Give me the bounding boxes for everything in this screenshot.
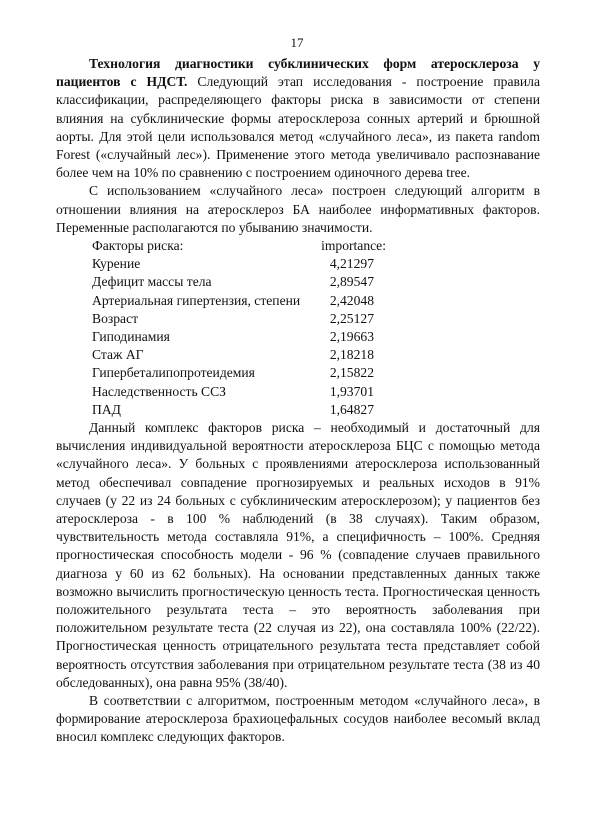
table-header-row	[92, 237, 540, 255]
paragraph-technology-body: Следующий этап исследования - построение правила классификации, распределяющего факторы риска в зависимости от степени влияния на субклинические формы атеросклероза сонных артерий и брюшной аорты. Для этой цели использовался метод «случайного леса», из пакета random Forest («случайный лес»). Применение этого метода увеличивало распознавание более чем на 10% по сравнению с построением одиночного дерева tree.	[56, 74, 540, 181]
risk-factor-name: Дефицит массы тела	[92, 274, 212, 290]
risk-factor-name: ПАД	[92, 401, 121, 417]
risk-factor-name: Курение	[92, 256, 141, 272]
importance-value: 2,19663	[329, 328, 374, 344]
risk-factor-name: Артериальная гипертензия, степени	[92, 292, 301, 308]
importance-value: 2,89547	[329, 274, 374, 290]
importance-value: 2,18218	[329, 347, 374, 363]
paragraph-results: Данный комплекс факторов риска – необходимый и достаточный для вычисления индивидуальной вероятности атеросклероза БЦС с помощью метода «случайного леса». У больных с проявлениями атеросклероза использованный метод обеспечивал совпадение прогнозируемых и реальных исходов в 91% случаев (у 22 из 24 больных с субклиническим атеросклерозом); у пациентов без атеросклероза - в 100 % наблюдений (в 38 случаях). Таким образом, чувствительность метода составляла 91%, а специфичность – 100%. Средняя прогностическая способность модели - 96 % (совпадение случаев правильного диагноза у 60 из 62 больных). На основании представленных данных также возможно вычислить прогностическую ценность теста. Прогностическая ценность положительного результата теста – это вероятность заболевания при положительном результате теста (22 случая из 22), она составляла 100% (22/22). Прогностическая ценность отрицательного результата теста представляет собой вероятность отсутствия заболевания при отрицательном результате теста (38 из 40 обследованных), она равна 95% (38/40).	[56, 419, 540, 690]
importance-value: 1,93701	[329, 383, 374, 399]
table-row	[92, 310, 540, 328]
table-header-factor: Факторы риска:	[92, 238, 184, 254]
table-row	[92, 328, 540, 346]
paragraph-random-forest: С использованием «случайного леса» построен следующий алгоритм в отношении влияния на атеросклероз БА наиболее информативных факторов. Переменные располагаются по убыванию значимости.	[56, 183, 540, 235]
page-content	[56, 55, 540, 747]
table-row	[92, 292, 540, 310]
risk-factor-name: Гиподинамия	[92, 328, 170, 344]
table-rows	[92, 255, 540, 419]
section-title: Технология диагностики субклинических форм атеросклероза у пациентов с НДСТ.	[56, 56, 540, 90]
table-row	[92, 255, 540, 273]
paragraph-technology	[56, 55, 540, 182]
importance-value: 1,64827	[329, 401, 374, 417]
risk-factor-name: Наследственность ССЗ	[92, 383, 226, 399]
risk-factor-name: Гипербеталипопротеидемия	[92, 365, 255, 381]
table-header-importance: importance:	[321, 238, 386, 254]
table-row	[92, 273, 540, 291]
importance-value: 2,25127	[329, 310, 374, 326]
page-number: 17	[290, 35, 304, 50]
risk-factor-name: Возраст	[92, 310, 139, 326]
importance-value: 2,15822	[329, 365, 374, 381]
table-row	[92, 346, 540, 364]
importance-value: 2,42048	[329, 292, 374, 308]
table-row	[92, 401, 540, 419]
table-row	[92, 383, 540, 401]
risk-factor-table	[92, 237, 540, 419]
risk-factor-name: Стаж АГ	[92, 347, 144, 363]
importance-value: 4,21297	[329, 256, 374, 272]
paragraph-conclusion: В соответствии с алгоритмом, построенным методом «случайного леса», в формирование атеросклероза брахиоцефальных сосудов наиболее весомый вклад вносил комплекс следующих факторов.	[56, 692, 540, 745]
table-row	[92, 364, 540, 382]
